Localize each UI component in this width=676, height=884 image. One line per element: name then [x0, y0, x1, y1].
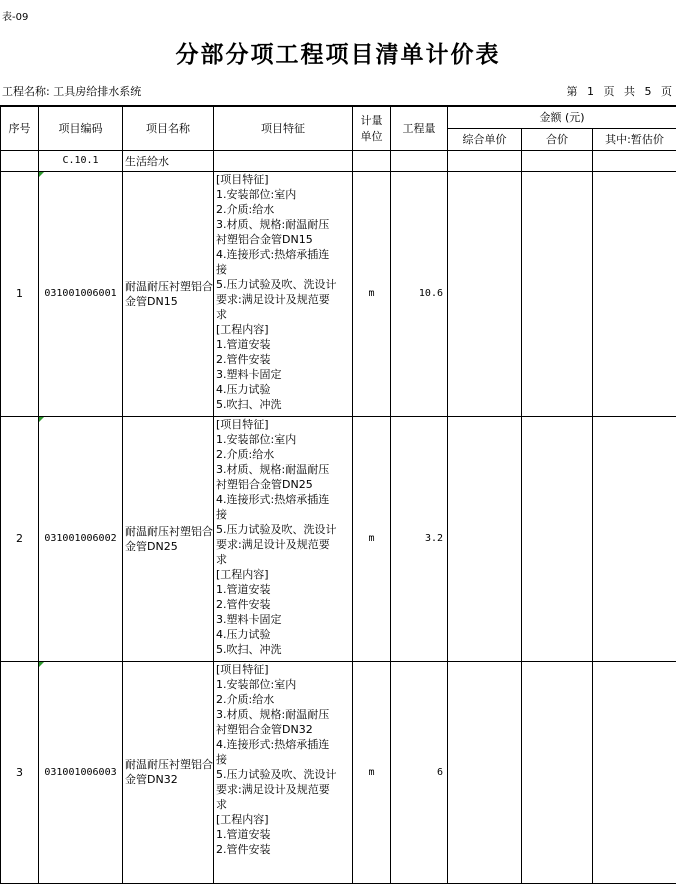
feature-line: 要求:满足设计及规范要 — [216, 537, 352, 552]
feature-line: 接 — [216, 507, 352, 522]
feature-line: 2.介质:给水 — [216, 692, 352, 707]
project-name: 工程名称: 工具房给排水系统 — [2, 83, 141, 99]
row-qty: 6 — [391, 661, 448, 883]
table-row — [1, 171, 676, 416]
feature-line: 2.管件安装 — [216, 352, 352, 367]
row-provisional — [593, 416, 676, 661]
row-qty: 3.2 — [391, 416, 448, 661]
feature-line: 衬塑铝合金管DN32 — [216, 722, 352, 737]
feature-line: 3.材质、规格:耐温耐压 — [216, 462, 352, 477]
table-row — [1, 416, 676, 661]
feature-line: 求 — [216, 307, 352, 322]
section-code: C.10.1 — [39, 150, 123, 171]
row-seq: 2 — [1, 416, 39, 661]
feature-line: 5.吹扫、冲洗 — [216, 397, 352, 412]
feature-line: 1.管道安装 — [216, 337, 352, 352]
feature-line: 2.介质:给水 — [216, 447, 352, 462]
row-name: 耐温耐压衬塑铝合金管DN25 — [123, 416, 214, 661]
row-code-text: 031001006001 — [44, 288, 116, 299]
header-name: 项目名称 — [123, 106, 214, 150]
row-total — [522, 661, 593, 883]
header-provisional: 其中:暂估价 — [593, 128, 676, 150]
feature-line: 3.材质、规格:耐温耐压 — [216, 217, 352, 232]
feature-line: 1.管道安装 — [216, 582, 352, 597]
header-seq: 序号 — [1, 106, 39, 150]
header-qty: 工程量 — [391, 106, 448, 150]
row-code — [39, 661, 123, 883]
feature-line: 3.塑料卡固定 — [216, 612, 352, 627]
feature-line: [项目特征] — [216, 662, 352, 677]
row-total — [522, 171, 593, 416]
feature-line: 2.介质:给水 — [216, 202, 352, 217]
row-features — [214, 416, 353, 661]
header-amount: 金额 (元) — [448, 106, 676, 128]
table-row — [1, 661, 676, 883]
feature-line: 4.连接形式:热熔承插连 — [216, 737, 352, 752]
page-info: 第 1 页 共 5 页 — [567, 83, 672, 99]
row-code-text: 031001006002 — [44, 533, 116, 544]
feature-line: 4.连接形式:热熔承插连 — [216, 492, 352, 507]
header-total: 合价 — [522, 128, 593, 150]
row-code-text: 031001006003 — [44, 767, 116, 778]
row-unit: m — [353, 171, 391, 416]
row-unit-price — [448, 416, 522, 661]
comment-marker-icon — [39, 172, 44, 177]
feature-line: [工程内容] — [216, 567, 352, 582]
row-unit: m — [353, 416, 391, 661]
feature-line: 衬塑铝合金管DN25 — [216, 477, 352, 492]
section-row — [1, 150, 676, 171]
row-seq: 1 — [1, 171, 39, 416]
feature-line: 要求:满足设计及规范要 — [216, 782, 352, 797]
row-unit-price — [448, 171, 522, 416]
feature-line: 1.安装部位:室内 — [216, 432, 352, 447]
row-code — [39, 171, 123, 416]
feature-line: 2.管件安装 — [216, 597, 352, 612]
feature-line: 2.管件安装 — [216, 842, 352, 857]
feature-line: 接 — [216, 262, 352, 277]
item-rows — [1, 171, 676, 883]
feature-line: 1.安装部位:室内 — [216, 677, 352, 692]
feature-line: 5.压力试验及吹、洗设计 — [216, 522, 352, 537]
feature-line: 4.连接形式:热熔承插连 — [216, 247, 352, 262]
feature-line: 4.压力试验 — [216, 382, 352, 397]
row-unit-price — [448, 661, 522, 883]
row-features — [214, 171, 353, 416]
form-number: 表-09 — [2, 8, 28, 23]
row-unit: m — [353, 661, 391, 883]
row-qty: 10.6 — [391, 171, 448, 416]
feature-line: [项目特征] — [216, 417, 352, 432]
section-name: 生活给水 — [123, 150, 214, 171]
header-feature: 项目特征 — [214, 106, 353, 150]
row-seq: 3 — [1, 661, 39, 883]
feature-line: 求 — [216, 552, 352, 567]
feature-line: [项目特征] — [216, 172, 352, 187]
row-provisional — [593, 661, 676, 883]
row-total — [522, 416, 593, 661]
feature-line: [工程内容] — [216, 812, 352, 827]
feature-line: 要求:满足设计及规范要 — [216, 292, 352, 307]
header-unit: 计量单位 — [353, 106, 391, 150]
feature-line: 求 — [216, 797, 352, 812]
feature-line: 4.压力试验 — [216, 627, 352, 642]
comment-marker-icon — [39, 662, 44, 667]
comment-marker-icon — [39, 417, 44, 422]
row-name: 耐温耐压衬塑铝合金管DN15 — [123, 171, 214, 416]
page-title: 分部分项工程项目清单计价表 — [0, 36, 676, 69]
feature-line: [工程内容] — [216, 322, 352, 337]
feature-line: 5.压力试验及吹、洗设计 — [216, 767, 352, 782]
header-code: 项目编码 — [39, 106, 123, 150]
row-code — [39, 416, 123, 661]
feature-line: 接 — [216, 752, 352, 767]
row-provisional — [593, 171, 676, 416]
feature-line: 3.塑料卡固定 — [216, 367, 352, 382]
row-features — [214, 661, 353, 883]
bill-table — [0, 105, 676, 884]
feature-line: 5.吹扫、冲洗 — [216, 642, 352, 657]
feature-line: 5.压力试验及吹、洗设计 — [216, 277, 352, 292]
feature-line: 3.材质、规格:耐温耐压 — [216, 707, 352, 722]
row-name: 耐温耐压衬塑铝合金管DN32 — [123, 661, 214, 883]
header-unit-price: 综合单价 — [448, 128, 522, 150]
feature-line: 1.管道安装 — [216, 827, 352, 842]
feature-line: 衬塑铝合金管DN15 — [216, 232, 352, 247]
feature-line: 1.安装部位:室内 — [216, 187, 352, 202]
